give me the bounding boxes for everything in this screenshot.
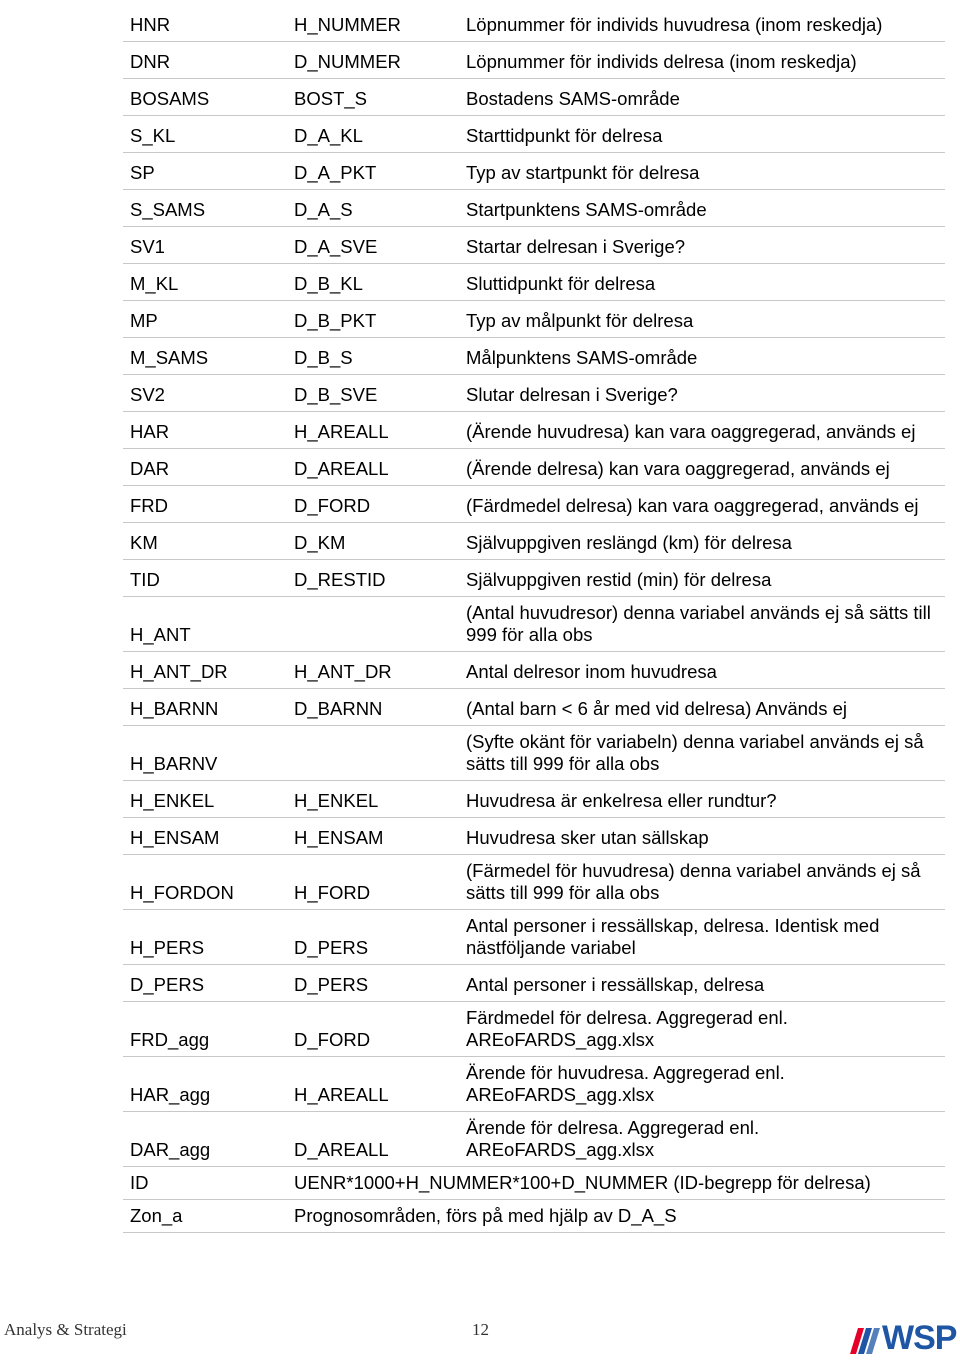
table-row xyxy=(123,448,945,485)
description-cell: Antal personer i ressällskap, delresa xyxy=(459,964,945,1001)
code-cell: DAR_agg xyxy=(123,1111,287,1166)
code-cell: H_BARNN xyxy=(123,688,287,725)
table-row xyxy=(123,226,945,263)
code-cell: HAR_agg xyxy=(123,1056,287,1111)
source-cell: D_AREALL xyxy=(287,1111,459,1166)
description-cell: Huvudresa är enkelresa eller rundtur? xyxy=(459,780,945,817)
table-row xyxy=(123,1001,945,1056)
table-row xyxy=(123,651,945,688)
table-row xyxy=(123,854,945,909)
code-cell: H_PERS xyxy=(123,909,287,964)
source-cell: D_A_PKT xyxy=(287,152,459,189)
description-cell: Typ av målpunkt för delresa xyxy=(459,300,945,337)
table-row xyxy=(123,596,945,651)
description-cell: Färdmedel för delresa. Aggregerad enl. AREoFARDS_agg.xlsx xyxy=(459,1001,945,1056)
source-cell: H_ENSAM xyxy=(287,817,459,854)
table-row xyxy=(123,374,945,411)
description-cell: Bostadens SAMS-område xyxy=(459,78,945,115)
source-cell: D_A_SVE xyxy=(287,226,459,263)
table-row xyxy=(123,152,945,189)
code-cell: H_FORDON xyxy=(123,854,287,909)
source-cell: D_KM xyxy=(287,522,459,559)
source-cell: D_PERS xyxy=(287,909,459,964)
description-cell: (Färdmedel delresa) kan vara oaggregerad, används ej xyxy=(459,485,945,522)
description-cell: Ärende för huvudresa. Aggregerad enl. AREoFARDS_agg.xlsx xyxy=(459,1056,945,1111)
description-cell: Sluttidpunkt för delresa xyxy=(459,263,945,300)
table-row xyxy=(123,522,945,559)
table-row xyxy=(123,1166,945,1199)
description-cell: (Antal barn < 6 år med vid delresa) Används ej xyxy=(459,688,945,725)
source-cell: D_NUMMER xyxy=(287,41,459,78)
source-cell: D_FORD xyxy=(287,1001,459,1056)
description-cell: Antal delresor inom huvudresa xyxy=(459,651,945,688)
code-cell: HNR xyxy=(123,4,287,41)
source-cell: H_ENKEL xyxy=(287,780,459,817)
source-cell: D_A_KL xyxy=(287,115,459,152)
description-cell: Typ av startpunkt för delresa xyxy=(459,152,945,189)
footer-department: Analys & Strategi xyxy=(4,1320,127,1339)
table-row xyxy=(123,263,945,300)
table-row xyxy=(123,725,945,780)
table-row xyxy=(123,780,945,817)
source-cell: D_BARNN xyxy=(287,688,459,725)
code-cell: SV2 xyxy=(123,374,287,411)
code-cell: DNR xyxy=(123,41,287,78)
code-cell: H_ANT_DR xyxy=(123,651,287,688)
source-cell xyxy=(287,596,459,651)
description-cell: Självuppgiven restid (min) för delresa xyxy=(459,559,945,596)
table-row xyxy=(123,559,945,596)
table-row xyxy=(123,189,945,226)
description-cell: Antal personer i ressällskap, delresa. Identisk med nästföljande variabel xyxy=(459,909,945,964)
code-cell: ID xyxy=(123,1166,287,1199)
description-cell: (Ärende delresa) kan vara oaggregerad, används ej xyxy=(459,448,945,485)
description-cell: Löpnummer för individs delresa (inom reskedja) xyxy=(459,41,945,78)
code-cell: SV1 xyxy=(123,226,287,263)
description-cell: (Färmedel för huvudresa) denna variabel används ej så sätts till 999 för alla obs xyxy=(459,854,945,909)
code-cell: H_BARNV xyxy=(123,725,287,780)
description-cell: Starttidpunkt för delresa xyxy=(459,115,945,152)
description-cell: Självuppgiven reslängd (km) för delresa xyxy=(459,522,945,559)
table-row xyxy=(123,411,945,448)
source-cell: H_FORD xyxy=(287,854,459,909)
page-number: 12 xyxy=(472,1320,489,1339)
wsp-logo-icon xyxy=(848,1320,880,1356)
description-cell: (Ärende huvudresa) kan vara oaggregerad, används ej xyxy=(459,411,945,448)
code-cell: FRD_agg xyxy=(123,1001,287,1056)
code-cell: DAR xyxy=(123,448,287,485)
code-cell: TID xyxy=(123,559,287,596)
description-cell: Startpunktens SAMS-område xyxy=(459,189,945,226)
description-cell: (Syfte okänt för variabeln) denna variabel används ej så sätts till 999 för alla obs xyxy=(459,725,945,780)
code-cell: KM xyxy=(123,522,287,559)
source-cell: D_FORD xyxy=(287,485,459,522)
code-cell: M_KL xyxy=(123,263,287,300)
table-row xyxy=(123,4,945,41)
description-cell: Slutar delresan i Sverige? xyxy=(459,374,945,411)
table-row xyxy=(123,1199,945,1232)
description-cell: Målpunktens SAMS-område xyxy=(459,337,945,374)
source-cell: H_AREALL xyxy=(287,1056,459,1111)
code-cell: FRD xyxy=(123,485,287,522)
code-cell: S_SAMS xyxy=(123,189,287,226)
source-cell: D_B_PKT xyxy=(287,300,459,337)
table-row xyxy=(123,817,945,854)
table-row xyxy=(123,300,945,337)
table-row xyxy=(123,964,945,1001)
code-cell: S_KL xyxy=(123,115,287,152)
definition-cell: Prognosområden, förs på med hjälp av D_A_S xyxy=(287,1199,945,1232)
description-cell: Huvudresa sker utan sällskap xyxy=(459,817,945,854)
source-cell: H_AREALL xyxy=(287,411,459,448)
code-cell: H_ANT xyxy=(123,596,287,651)
code-cell: M_SAMS xyxy=(123,337,287,374)
table-row xyxy=(123,41,945,78)
source-cell: D_B_S xyxy=(287,337,459,374)
table-row xyxy=(123,909,945,964)
table-row xyxy=(123,337,945,374)
table-row xyxy=(123,688,945,725)
source-cell: D_A_S xyxy=(287,189,459,226)
description-cell: Startar delresan i Sverige? xyxy=(459,226,945,263)
logo-text: WSP xyxy=(882,1318,957,1357)
source-cell xyxy=(287,725,459,780)
code-cell: SP xyxy=(123,152,287,189)
description-cell: (Antal huvudresor) denna variabel används ej så sätts till 999 för alla obs xyxy=(459,596,945,651)
description-cell: Löpnummer för individs huvudresa (inom reskedja) xyxy=(459,4,945,41)
code-cell: H_ENSAM xyxy=(123,817,287,854)
table-row xyxy=(123,1056,945,1111)
source-cell: D_B_KL xyxy=(287,263,459,300)
code-cell: D_PERS xyxy=(123,964,287,1001)
source-cell: D_RESTID xyxy=(287,559,459,596)
code-cell: HAR xyxy=(123,411,287,448)
description-cell: Ärende för delresa. Aggregerad enl. AREoFARDS_agg.xlsx xyxy=(459,1111,945,1166)
table-row xyxy=(123,78,945,115)
source-cell: D_PERS xyxy=(287,964,459,1001)
source-cell: D_AREALL xyxy=(287,448,459,485)
code-cell: MP xyxy=(123,300,287,337)
source-cell: H_NUMMER xyxy=(287,4,459,41)
source-cell: BOST_S xyxy=(287,78,459,115)
code-cell: H_ENKEL xyxy=(123,780,287,817)
code-cell: BOSAMS xyxy=(123,78,287,115)
table-row xyxy=(123,485,945,522)
source-cell: H_ANT_DR xyxy=(287,651,459,688)
code-cell: Zon_a xyxy=(123,1199,287,1232)
table-row xyxy=(123,1111,945,1166)
source-cell: D_B_SVE xyxy=(287,374,459,411)
variable-table xyxy=(123,4,945,1233)
definition-cell: UENR*1000+H_NUMMER*100+D_NUMMER (ID-begrepp för delresa) xyxy=(287,1166,945,1199)
wsp-logo xyxy=(848,1316,958,1360)
table-row xyxy=(123,115,945,152)
